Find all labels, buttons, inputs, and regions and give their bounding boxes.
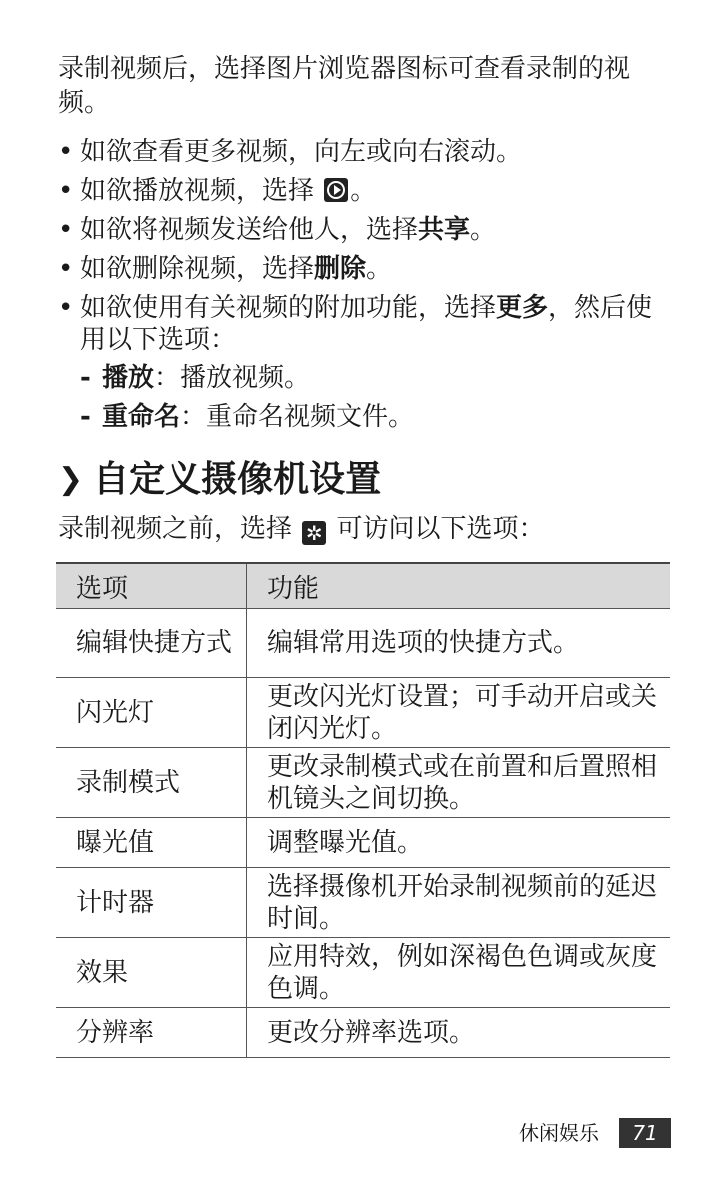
footer-section-label: 休闲娱乐 xyxy=(519,1121,599,1145)
option-cell: 效果 xyxy=(56,938,247,1008)
list-item xyxy=(80,401,670,433)
list-item xyxy=(58,175,670,207)
list-item xyxy=(58,253,670,285)
more-term: 更多 xyxy=(496,293,549,323)
function-cell: 更改分辨率选项。 xyxy=(247,1008,671,1058)
list-item xyxy=(80,362,670,394)
bullet-text: 。 xyxy=(470,215,497,245)
bullet-text: ，然后使用以下选项： xyxy=(80,293,653,355)
function-cell: 应用特效，例如深褐色色调或灰度色调。 xyxy=(247,938,671,1008)
bullet-text: 如欲使用有关视频的附加功能，选择 xyxy=(80,293,497,323)
table-row xyxy=(56,748,670,818)
section-intro-text: 录制视频之前，选择 xyxy=(58,514,301,544)
video-actions-list xyxy=(58,136,670,433)
bullet-text: 如欲删除视频，选择 xyxy=(80,254,315,284)
chevron-right-icon: ❯ xyxy=(58,462,84,497)
bullet-text: 如欲将视频发送给他人，选择 xyxy=(80,215,419,245)
bullet-text: 如欲播放视频，选择 xyxy=(80,176,323,206)
list-item xyxy=(58,292,670,433)
function-cell: 选择摄像机开始录制视频前的延迟时间。 xyxy=(247,868,671,938)
list-item xyxy=(58,136,670,168)
option-cell: 计时器 xyxy=(56,868,247,938)
page-number: 71 xyxy=(619,1118,671,1148)
column-header-option: 选项 xyxy=(56,563,247,609)
option-cell: 编辑快捷方式 xyxy=(56,609,247,678)
intro-paragraph: 录制视频后，选择图片浏览器图标可查看录制的视频。 xyxy=(58,54,631,118)
delete-term: 删除 xyxy=(314,254,367,284)
function-cell: 更改录制模式或在前置和后置照相机镜头之间切换。 xyxy=(247,748,671,818)
section-intro xyxy=(58,512,545,546)
table-row xyxy=(56,1008,670,1058)
function-cell: 更改闪光灯设置；可手动开启或关闭闪光灯。 xyxy=(247,678,671,748)
table-row xyxy=(56,868,670,938)
camcorder-options-table xyxy=(56,562,670,1058)
function-cell: 编辑常用选项的快捷方式。 xyxy=(247,609,671,678)
bullet-text: 如欲查看更多视频，向左或向右滚动。 xyxy=(80,137,523,167)
function-cell: 调整曝光值。 xyxy=(247,818,671,868)
list-item xyxy=(58,214,670,246)
option-description: ：播放视频。 xyxy=(154,363,311,393)
option-term: 播放 xyxy=(102,363,155,393)
manual-content xyxy=(58,52,670,440)
bullet-text: 。 xyxy=(350,176,377,206)
table-row xyxy=(56,938,670,1008)
gear-icon: ✲ xyxy=(302,521,326,545)
table-row xyxy=(56,818,670,868)
table-header-row xyxy=(56,563,670,609)
table-row xyxy=(56,609,670,678)
option-cell: 录制模式 xyxy=(56,748,247,818)
more-options-list xyxy=(80,362,670,433)
table-row xyxy=(56,678,670,748)
share-term: 共享 xyxy=(418,215,471,245)
option-description: ：重命名视频文件。 xyxy=(180,402,415,432)
play-icon xyxy=(324,178,348,202)
section-intro-text: 可访问以下选项： xyxy=(328,514,545,544)
column-header-function: 功能 xyxy=(247,563,671,609)
option-term: 重命名 xyxy=(102,402,181,432)
option-cell: 闪光灯 xyxy=(56,678,247,748)
option-cell: 曝光值 xyxy=(56,818,247,868)
section-title-text: 自定义摄像机设置 xyxy=(93,459,382,500)
option-cell: 分辨率 xyxy=(56,1008,247,1058)
bullet-text: 。 xyxy=(366,254,393,284)
section-heading xyxy=(58,455,381,505)
